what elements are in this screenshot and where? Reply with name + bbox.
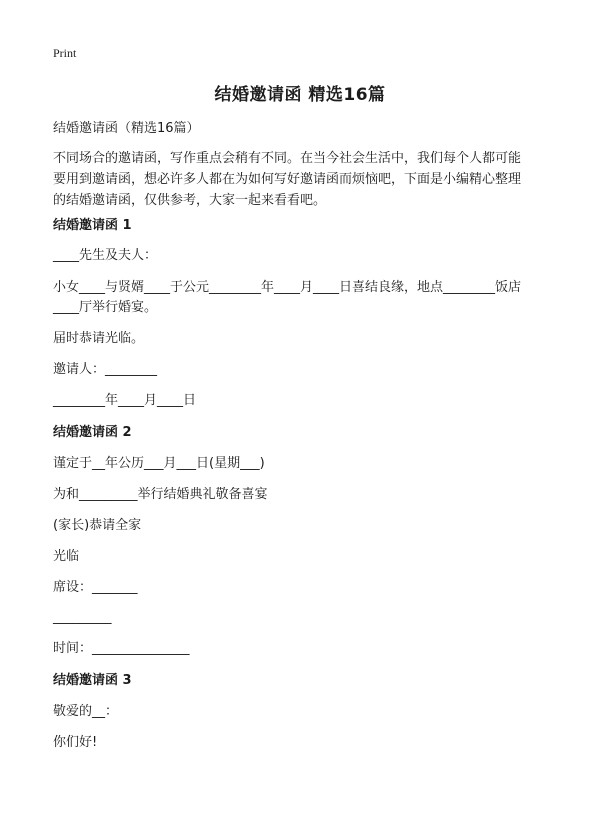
letter-2-line-4: 光临 [53,549,80,564]
letter-1-body-line-2: ____厅举行婚宴。 [53,300,158,315]
section-heading-letter-3: 结婚邀请函 3 [53,673,132,688]
letter-2-line-5: 席设：_______ [53,580,138,595]
section-heading-letter-2: 结婚邀请函 2 [53,425,132,440]
intro-paragraph-line-3: 的结婚邀请函，仅供参考，大家一起来看看吧。 [53,193,327,208]
intro-paragraph-line-2: 要用到邀请函，想必许多人都在为如何写好邀请函而烦恼吧，下面是小编精心整理 [53,172,522,187]
letter-2-line-3: (家长)恭请全家 [53,518,142,533]
letter-1-body-line-1: 小女____与贤婿____于公元________年____月____日喜结良缘，地点________饭店 [53,280,522,295]
letter-2-line-1: 谨定于__年公历___月___日(星期___) [53,456,265,471]
intro-paragraph-line-1: 不同场合的邀请函，写作重点会稍有不同。在当今社会生活中，我们每个人都可能 [53,151,522,166]
letter-1-date: ________年____月____日 [53,393,197,408]
letter-3-salutation: 敬爱的__： [53,704,119,719]
subtitle: 结婚邀请函（精选16篇） [53,121,200,136]
letter-1-inviter: 邀请人：________ [53,362,158,377]
letter-2-line-7: 时间：_______________ [53,641,190,656]
letter-1-closing: 届时恭请光临。 [53,331,145,346]
letter-3-greeting: 你们好! [53,735,98,750]
print-label: Print [53,46,77,60]
letter-2-line-6: _________ [53,610,112,625]
section-heading-letter-1: 结婚邀请函 1 [53,218,132,233]
letter-2-line-2: 为和_________举行结婚典礼敬备喜宴 [53,487,268,502]
letter-1-salutation: ____先生及夫人： [53,248,158,263]
document-title: 结婚邀请函 精选16篇 [214,85,386,105]
